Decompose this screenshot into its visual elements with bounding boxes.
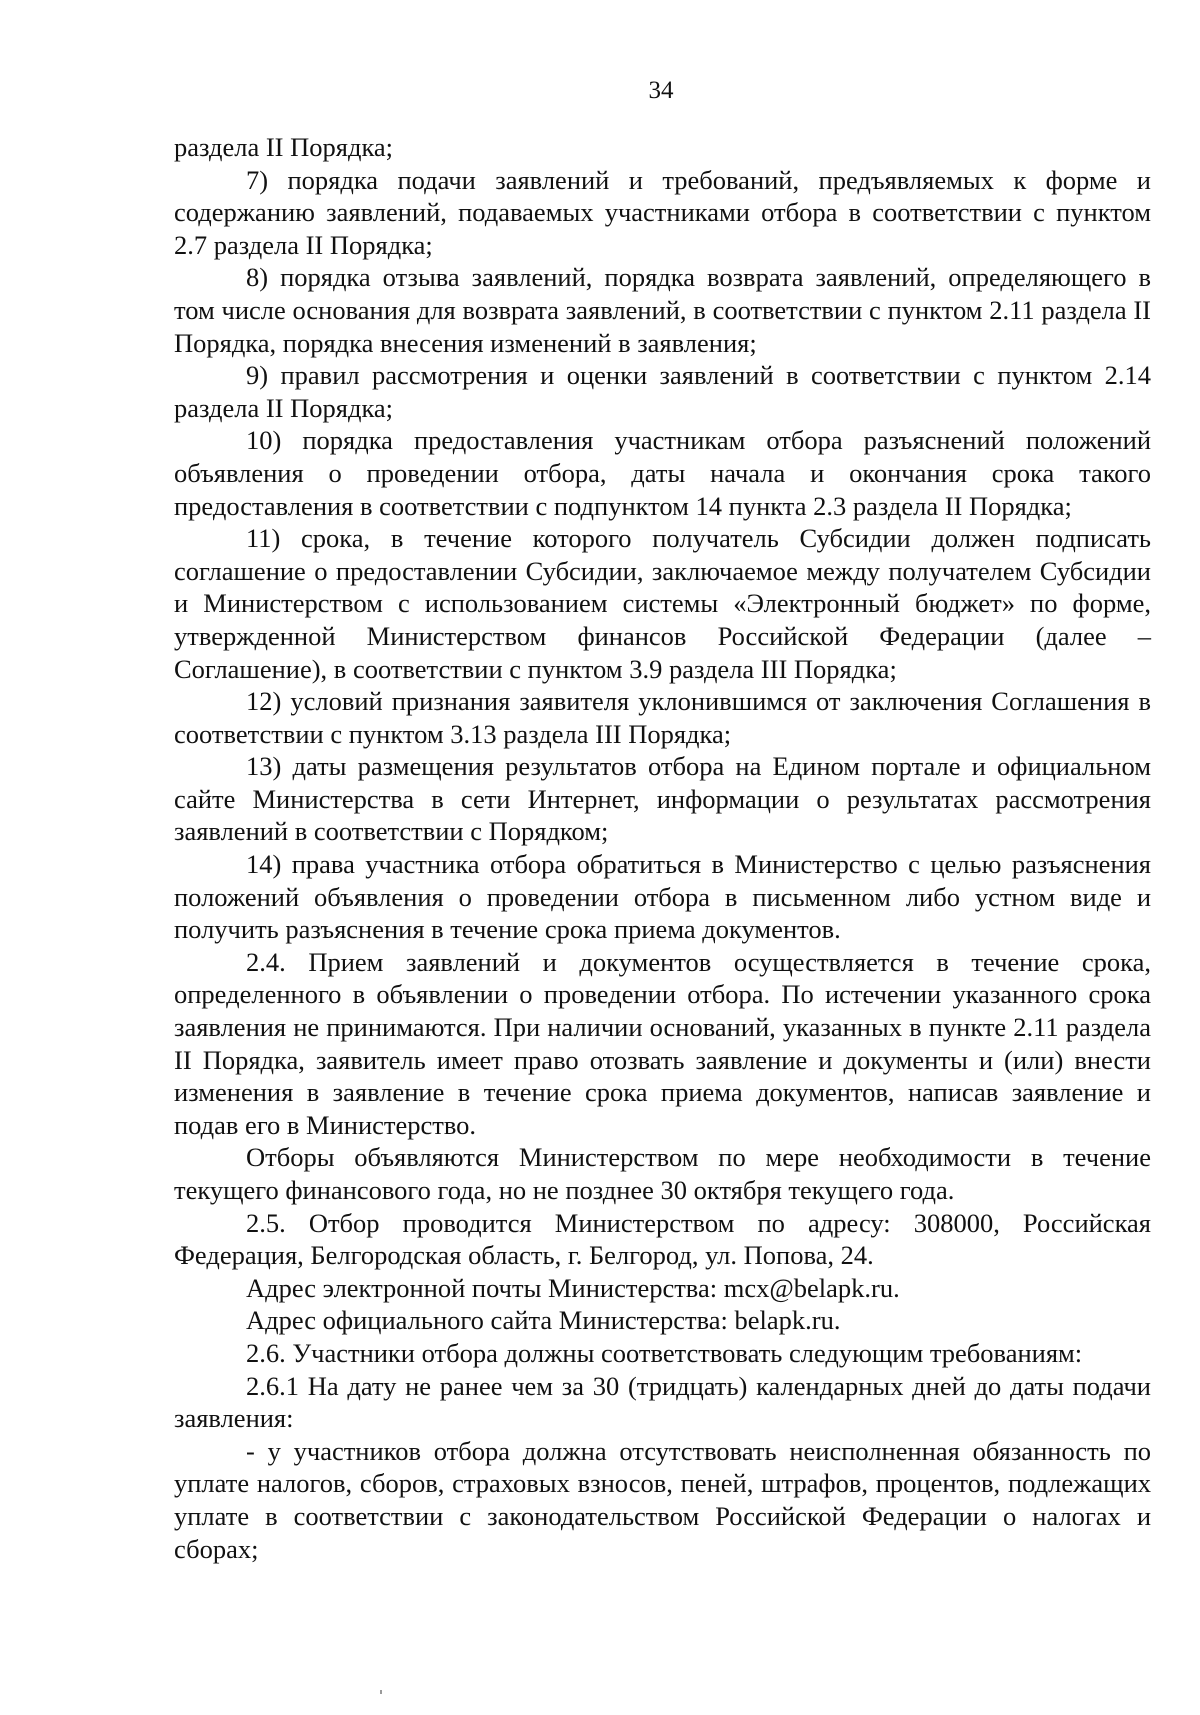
website-address-paragraph: Адрес официального сайта Министерства: belapk.ru. (246, 1305, 841, 1336)
document-body (174, 131, 1151, 1565)
section-2-6-paragraph: 2.6. Участники отбора должны соответствовать следующим требованиям: (246, 1337, 1083, 1368)
list-item-14: 14) права участника отбора обратиться в Министерство с целью разъяснения положений объявления о проведении отбора в письменном либо устном виде и получить разъяснения в течение срока приема документов. (174, 849, 1151, 945)
section-2-6-1-paragraph: 2.6.1 На дату не ранее чем за 30 (тридцать) календарных дней до даты подачи заявления: (174, 1370, 1151, 1434)
page-number: 34 (648, 77, 674, 104)
email-address-paragraph: Адрес электронной почты Министерства: mcx@belapk.ru. (246, 1272, 900, 1303)
list-item-7: 7) порядка подачи заявлений и требований, предъявляемых к форме и содержанию заявлений, подаваемых участниками отбора в соответствии с пунктом 2.7 раздела II Порядка; (174, 164, 1151, 260)
list-item-10: 10) порядка предоставления участникам отбора разъяснений положений объявления о проведении отбора, даты начала и окончания срока такого предоставления в соответствии с подпунктом 14 пункта 2.3 раздела II Порядка; (174, 425, 1151, 521)
list-item-12: 12) условий признания заявителя уклонившимся от заключения Соглашения в соответствии с пунктом 3.13 раздела III Порядка; (174, 686, 1151, 749)
requirement-bullet: - у участников отбора должна отсутствовать неисполненная обязанность по уплате налогов, сборов, страховых взносов, пеней, штрафов, процентов, подлежащих уплате в соответствии с законодательством Российской Федерации о налогах и сборах; (174, 1435, 1151, 1564)
section-2-5-paragraph: 2.5. Отбор проводится Министерством по адресу: 308000, Российская Федерация, Белгородская область, г. Белгород, ул. Попова, 24. (174, 1207, 1151, 1271)
list-item-13: 13) даты размещения результатов отбора на Едином портале и официальном сайте Министерства в сети Интернет, информации о результатах рассмотрения заявлений в соответствии с Порядком; (174, 751, 1151, 847)
scan-artifact (380, 1690, 382, 1694)
selection-deadline-paragraph: Отборы объявляются Министерством по мере необходимости в течение текущего финансового года, но не позднее 30 октября текущего года. (174, 1142, 1151, 1205)
section-2-4-paragraph: 2.4. Прием заявлений и документов осуществляется в течение срока, определенного в объявлении о проведении отбора. По истечении указанного срока заявления не принимаются. При наличии оснований, указанных в пункте 2.11 раздела II Порядка, заявитель имеет право отозвать заявление и документы и (или) внести изменения в заявление в течение срока приема документов, написав заявление и подав его в Министерство. (174, 946, 1151, 1140)
paragraph-continuation: раздела II Порядка; (174, 132, 394, 162)
list-item-11: 11) срока, в течение которого получатель Субсидии должен подписать соглашение о предоставлении Субсидии, заключаемое между получателем Субсидии и Министерством с использованием системы «Электронный бюджет» по форме, утвержденной Министерством финансов Российской Федерации (далее – Соглашение), в соответствии с пунктом 3.9 раздела III Порядка; (174, 523, 1151, 684)
list-item-8: 8) порядка отзыва заявлений, порядка возврата заявлений, определяющего в том числе основания для возврата заявлений, в соответствии с пунктом 2.11 раздела II Порядка, порядка внесения изменений в заявления; (174, 262, 1151, 358)
list-item-9: 9) правил рассмотрения и оценки заявлений в соответствии с пунктом 2.14 раздела II Порядка; (174, 360, 1151, 423)
